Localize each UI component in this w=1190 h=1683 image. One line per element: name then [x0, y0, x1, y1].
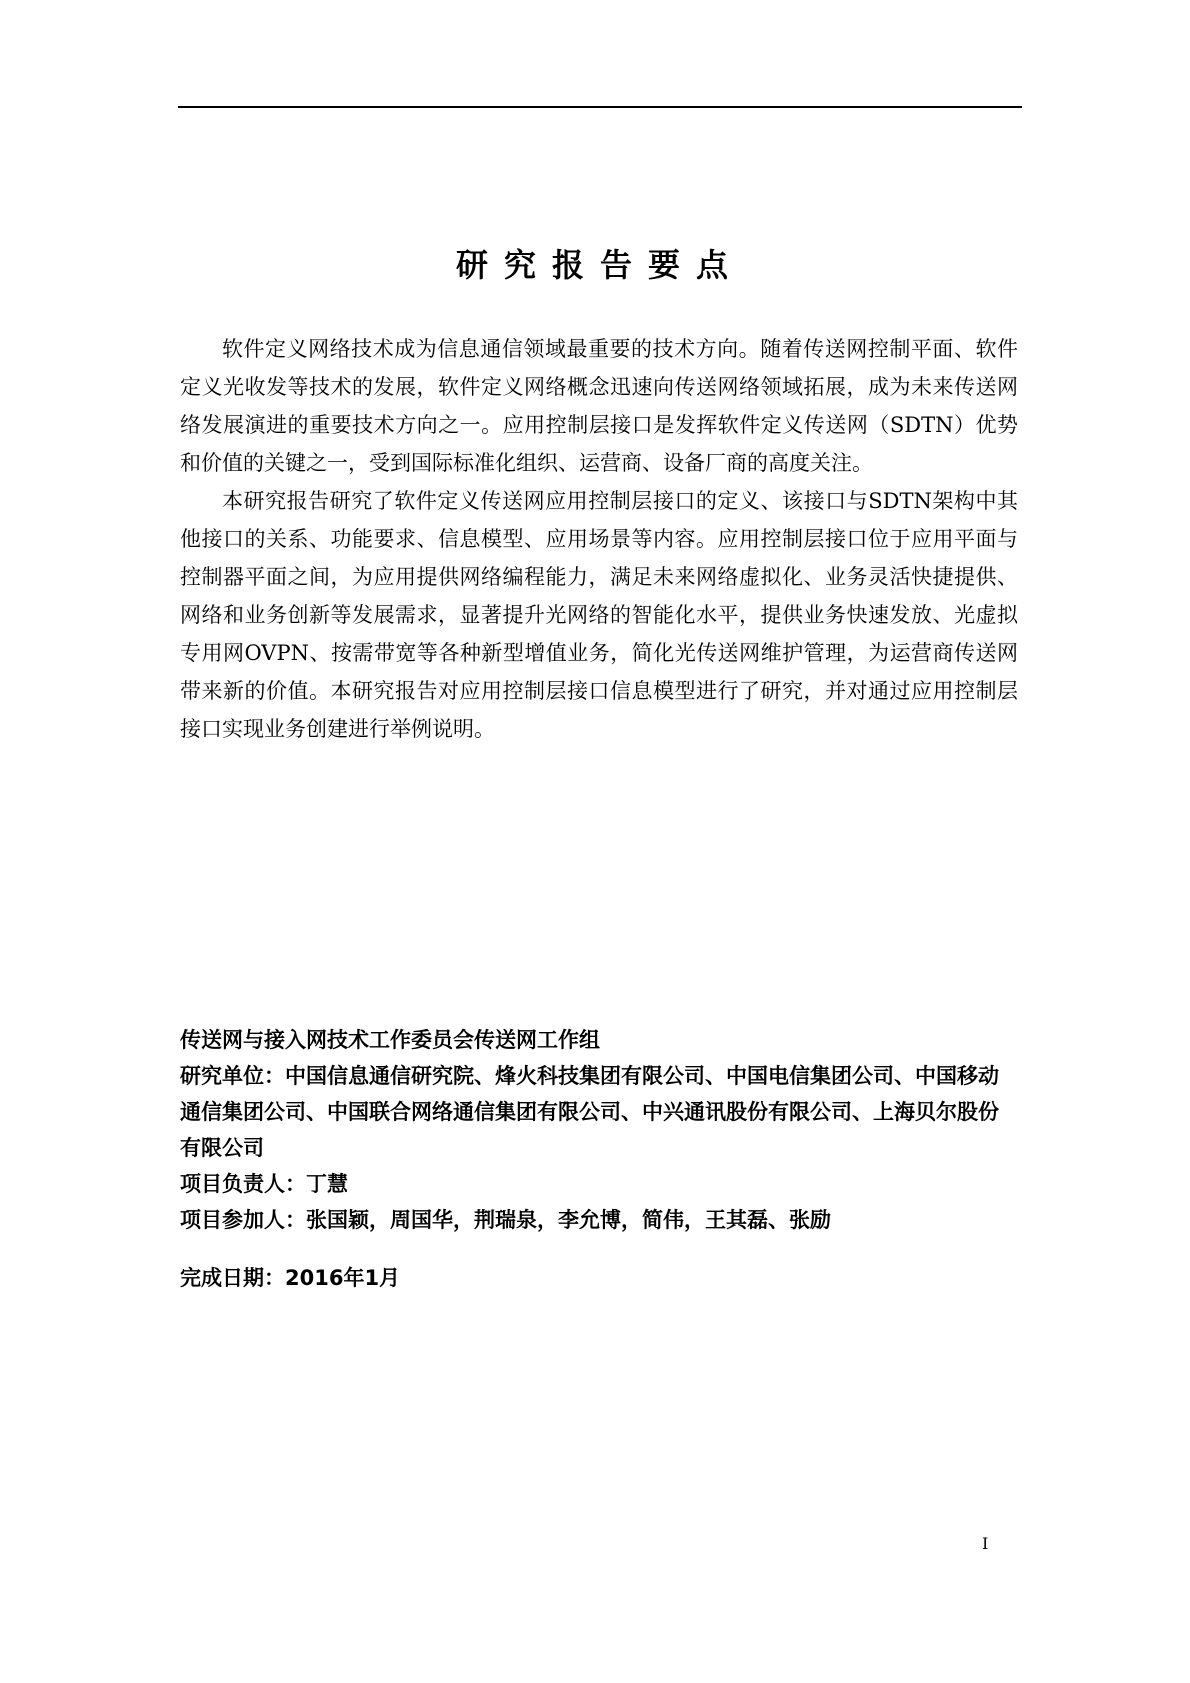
page-title: 研究报告要点: [455, 246, 744, 284]
page-number: I: [982, 1534, 989, 1553]
project-participants: 项目参加人：张国颖，周国华，荆瑞泉，李允博，简伟，王其磊、张励: [180, 1208, 831, 1232]
project-leader: 项目负责人：丁慧: [180, 1172, 348, 1196]
summary-paragraph-2: 本研究报告研究了软件定义传送网应用控制层接口的定义、该接口与SDTN架构中其他接口的关系、功能要求、信息模型、应用场景等内容。应用控制层接口位于应用平面与控制器平面之间，为应用提供网络编程能力，满足未来网络虚拟化、业务灵活快捷提供、网络和业务创新等发展需求，显著提升光网络的智能化水平，提供业务快速发放、光虚拟专用网OVPN、按需带宽等各种新型增值业务，简化光传送网维护管理，为运营商传送网带来新的价值。本研究报告对应用控制层接口信息模型进行了研究，并对通过应用控制层接口实现业务创建进行举例说明。: [180, 489, 1018, 741]
working-group: 传送网与接入网技术工作委员会传送网工作组: [180, 1028, 600, 1052]
completion-date: 完成日期：2016年1月: [180, 1266, 401, 1290]
summary-paragraph-1: 软件定义网络技术成为信息通信领域最重要的技术方向。随着传送网控制平面、软件定义光收发等技术的发展，软件定义网络概念迅速向传送网络领域拓展，成为未来传送网络发展演进的重要技术方向之一。应用控制层接口是发挥软件定义传送网（SDTN）优势和价值的关键之一，受到国际标准化组织、运营商、设备厂商的高度关注。: [180, 337, 1018, 475]
summary-body: [180, 330, 1018, 748]
research-units: 研究单位：中国信息通信研究院、烽火科技集团有限公司、中国电信集团公司、中国移动通信集团公司、中国联合网络通信集团有限公司、中兴通讯股份有限公司、上海贝尔股份有限公司: [180, 1064, 999, 1160]
credits-block: [180, 1022, 1018, 1296]
header-rule: [178, 106, 1022, 108]
